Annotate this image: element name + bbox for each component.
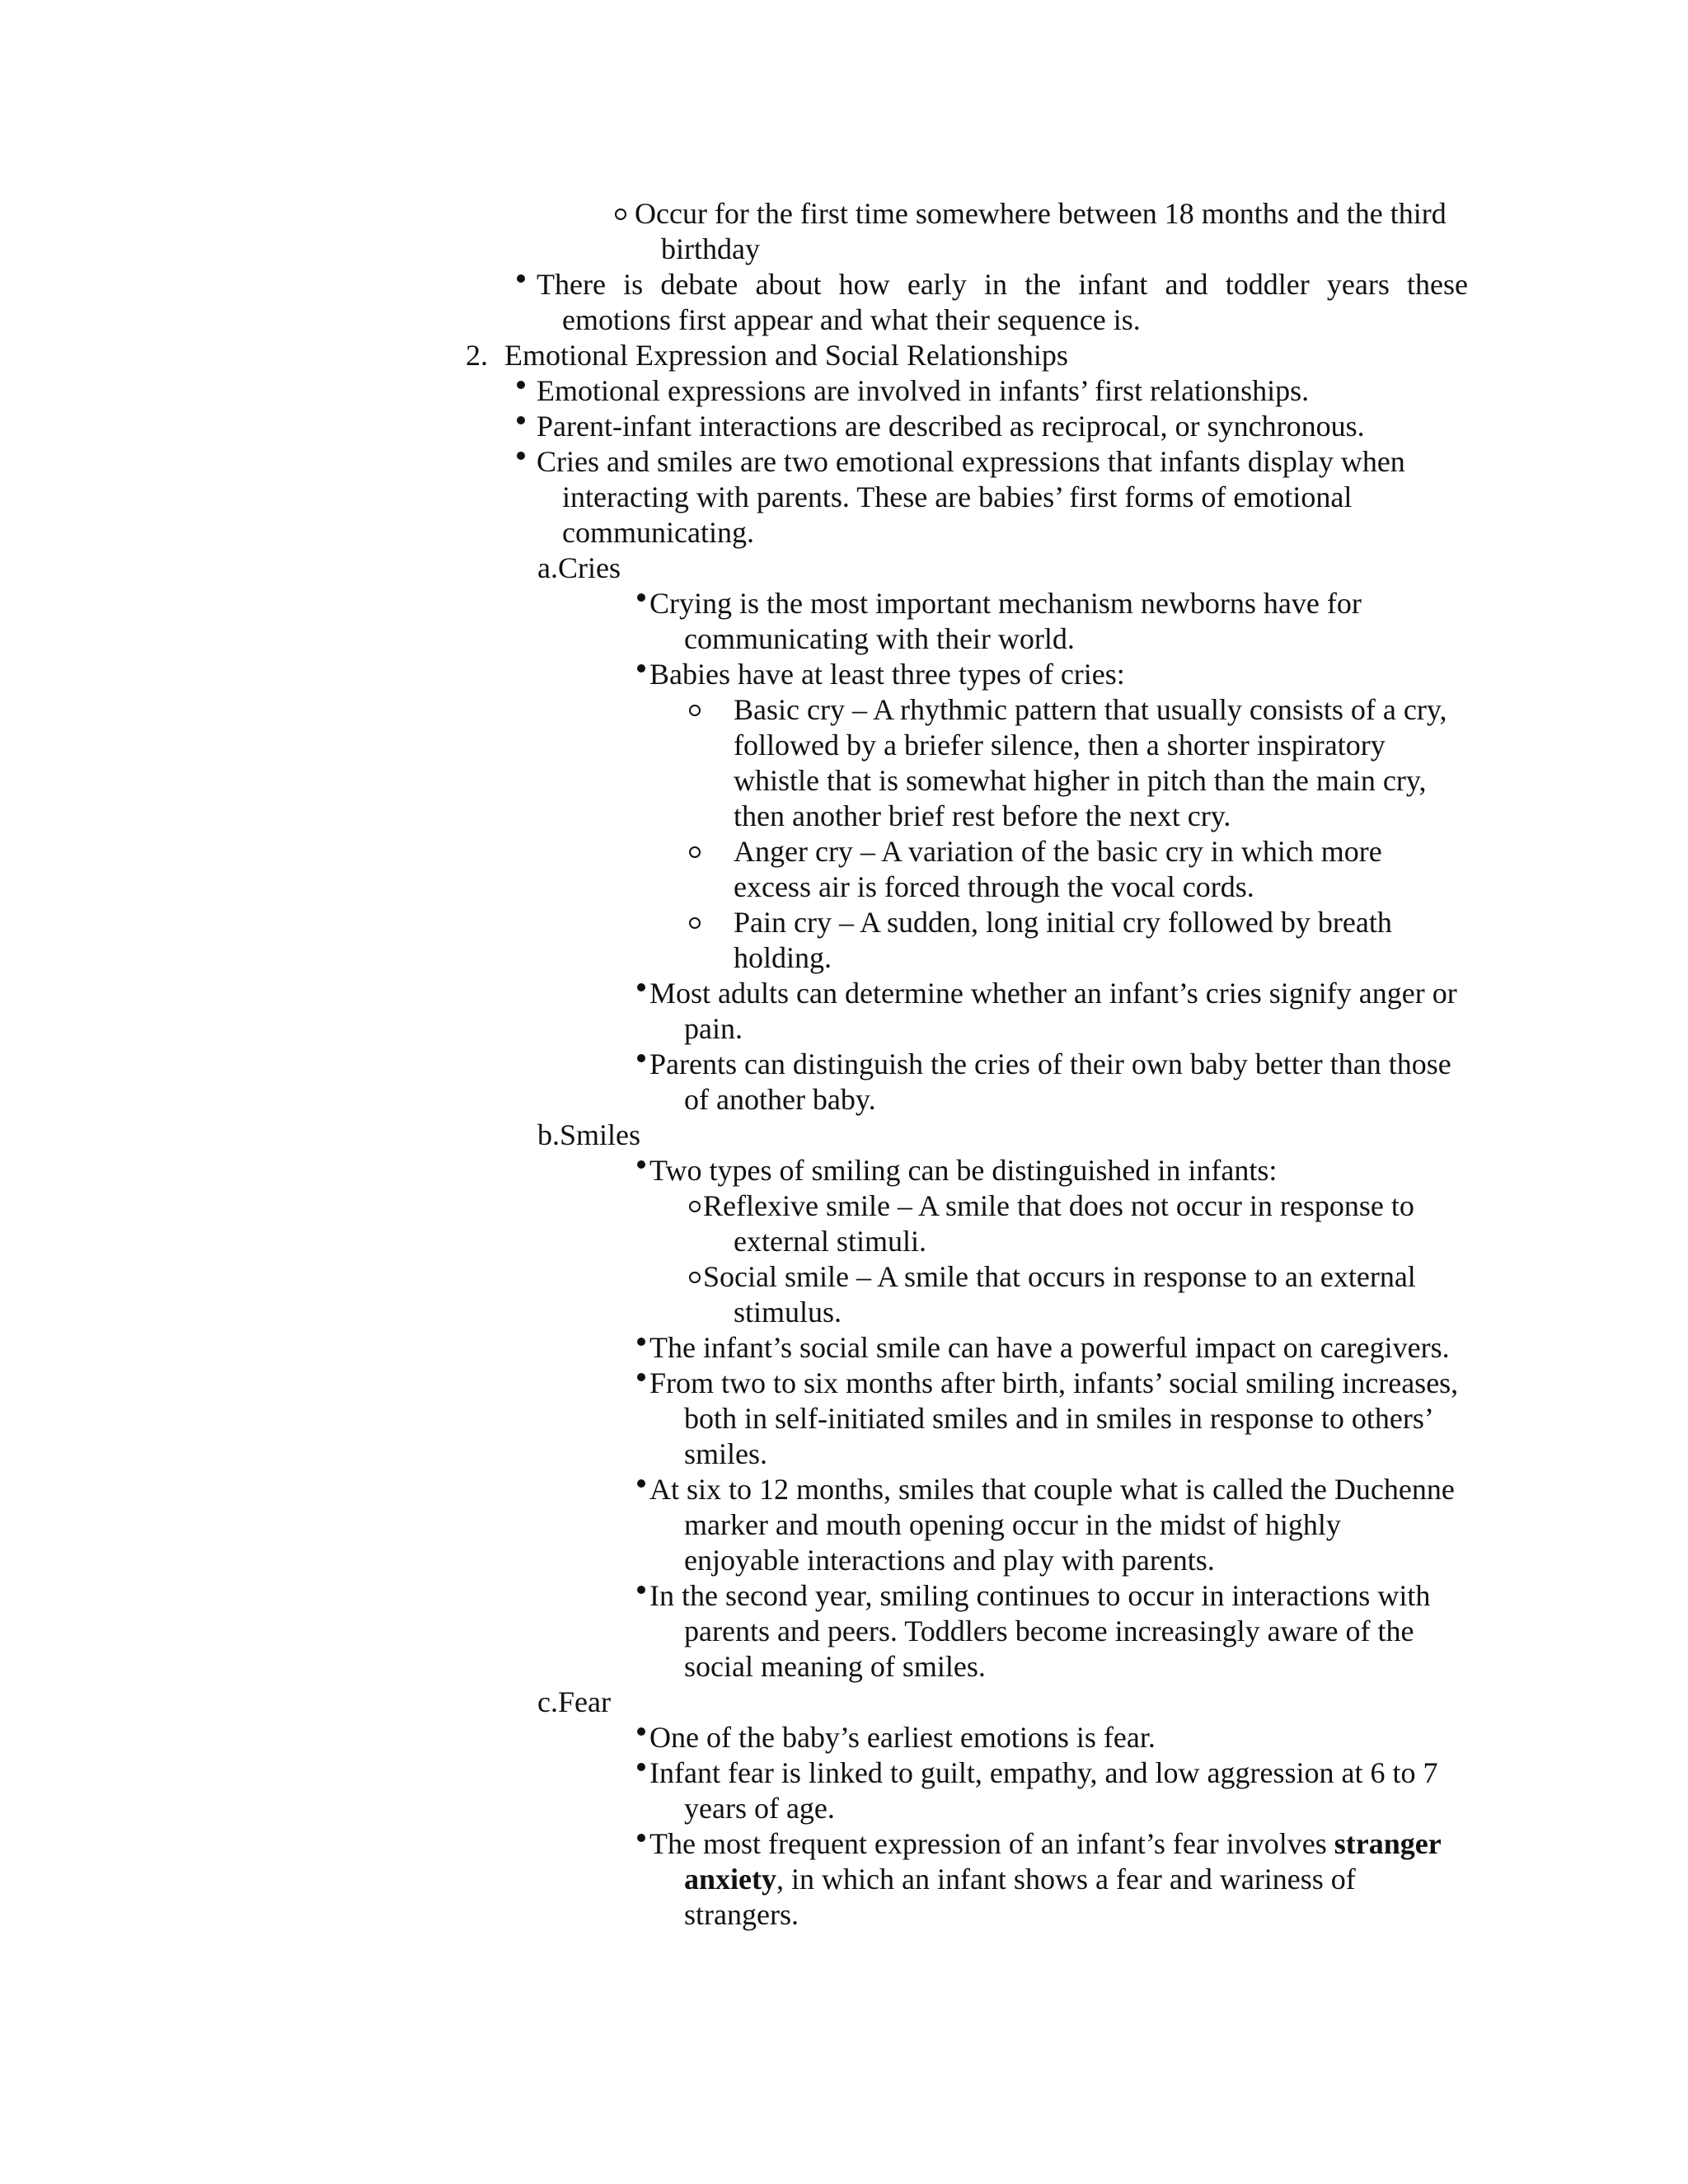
list-item-continuation: holding.	[734, 941, 832, 974]
list-item-continuation: social meaning of smiles.	[684, 1650, 986, 1683]
list-item: Reflexive smile – A smile that does not occur in response to	[703, 1189, 1414, 1222]
list-item: At six to 12 months, smiles that couple what is called the Duchenne	[649, 1473, 1455, 1506]
bullet-icon	[637, 593, 645, 602]
bullet-icon	[637, 1054, 645, 1062]
list-item: Infant fear is linked to guilt, empathy, and low aggression at 6 to 7	[649, 1756, 1438, 1789]
subsection-label: b.Smiles	[537, 1118, 641, 1151]
subsection-label: a.Cries	[537, 551, 621, 584]
bullet-icon	[637, 1834, 645, 1842]
list-item-continuation: both in self-initiated smiles and in smiles in response to others’	[684, 1402, 1434, 1435]
list-item-continuation: of another baby.	[684, 1083, 876, 1116]
hollow-circle-bullet-icon	[689, 1272, 701, 1283]
list-item-continuation: emotions first appear and what their sequence is.	[562, 303, 1141, 336]
list-item: In the second year, smiling continues to occur in interactions with	[649, 1579, 1431, 1612]
list-item-continuation: strangers.	[684, 1898, 799, 1931]
bullet-icon	[637, 1763, 645, 1771]
hollow-circle-bullet-icon	[689, 705, 701, 716]
list-item-continuation: communicating.	[562, 516, 754, 549]
list-item-continuation: marker and mouth opening occur in the midst of highly	[684, 1508, 1341, 1541]
bullet-icon	[637, 1586, 645, 1594]
list-item-text: , in which an infant shows a fear and wariness of	[776, 1863, 1356, 1896]
list-item: Cries and smiles are two emotional expressions that infants display when	[537, 445, 1405, 478]
list-item: Parent-infant interactions are described as reciprocal, or synchronous.	[537, 410, 1365, 443]
bullet-icon	[517, 274, 525, 283]
list-item: Anger cry – A variation of the basic cry in which more	[734, 835, 1382, 868]
list-item-continuation: smiles.	[684, 1437, 768, 1470]
bullet-icon	[517, 381, 525, 389]
list-item-continuation: then another brief rest before the next cry.	[734, 799, 1231, 832]
list-item: Pain cry – A sudden, long initial cry followed by breath	[734, 906, 1392, 939]
hollow-circle-bullet-icon	[689, 1201, 701, 1212]
list-item-continuation: interacting with parents. These are babies’ first forms of emotional	[562, 480, 1353, 513]
list-item-continuation: birthday	[661, 232, 760, 265]
key-term: anxiety	[684, 1863, 776, 1896]
hollow-circle-bullet-icon	[689, 846, 701, 858]
bullet-icon	[517, 452, 525, 460]
list-item: Social smile – A smile that occurs in response to an external	[703, 1260, 1416, 1293]
bullet-icon	[637, 1727, 645, 1736]
list-item-text: The most frequent expression of an infant’s fear involves	[649, 1827, 1327, 1860]
list-item: The infant’s social smile can have a powerful impact on caregivers.	[649, 1331, 1450, 1364]
list-item-continuation: pain.	[684, 1012, 743, 1045]
list-item-continuation: stimulus.	[734, 1296, 842, 1329]
list-item-continuation	[684, 1862, 1356, 1897]
list-item: Basic cry – A rhythmic pattern that usually consists of a cry,	[734, 693, 1447, 726]
list-item: Crying is the most important mechanism newborns have for	[649, 587, 1362, 620]
key-term: stranger	[1334, 1827, 1442, 1860]
list-item-continuation: excess air is forced through the vocal cords.	[734, 870, 1254, 903]
subsection-label: c.Fear	[537, 1685, 611, 1718]
hollow-circle-bullet-icon	[689, 917, 701, 929]
bullet-icon	[637, 983, 645, 991]
section-heading: Emotional Expression and Social Relationships	[504, 339, 1068, 372]
bullet-icon	[637, 1479, 645, 1488]
section-number: 2.	[466, 339, 488, 372]
list-item: Parents can distinguish the cries of their own baby better than those	[649, 1047, 1451, 1080]
list-item-continuation: whistle that is somewhat higher in pitch than the main cry,	[734, 764, 1427, 797]
bullet-icon	[637, 1160, 645, 1169]
list-item: Emotional expressions are involved in infants’ first relationships.	[537, 374, 1310, 407]
bullet-icon	[517, 416, 525, 424]
list-item: Babies have at least three types of cries:	[649, 658, 1125, 691]
list-item-continuation: enjoyable interactions and play with parents.	[684, 1544, 1215, 1577]
hollow-circle-bullet-icon	[615, 209, 626, 220]
list-item: Two types of smiling can be distinguished in infants:	[649, 1154, 1278, 1187]
bullet-icon	[637, 1373, 645, 1381]
list-item: From two to six months after birth, infants’ social smiling increases,	[649, 1366, 1459, 1399]
list-item-continuation: external stimuli.	[734, 1225, 926, 1258]
list-item-continuation: followed by a briefer silence, then a shorter inspiratory	[734, 729, 1386, 762]
bullet-icon	[637, 664, 645, 673]
list-item: One of the baby’s earliest emotions is fear.	[649, 1721, 1156, 1754]
bullet-icon	[637, 1338, 645, 1346]
list-item-continuation: years of age.	[684, 1792, 835, 1825]
list-item-continuation: parents and peers. Toddlers become increasingly aware of the	[684, 1615, 1414, 1647]
list-item-continuation: communicating with their world.	[684, 622, 1075, 655]
list-item	[649, 1826, 1442, 1862]
list-item: Most adults can determine whether an infant’s cries signify anger or	[649, 977, 1457, 1010]
list-item: Occur for the first time somewhere between 18 months and the third	[635, 197, 1447, 230]
list-item: There is debate about how early in the infant and toddler years these	[537, 268, 1468, 301]
